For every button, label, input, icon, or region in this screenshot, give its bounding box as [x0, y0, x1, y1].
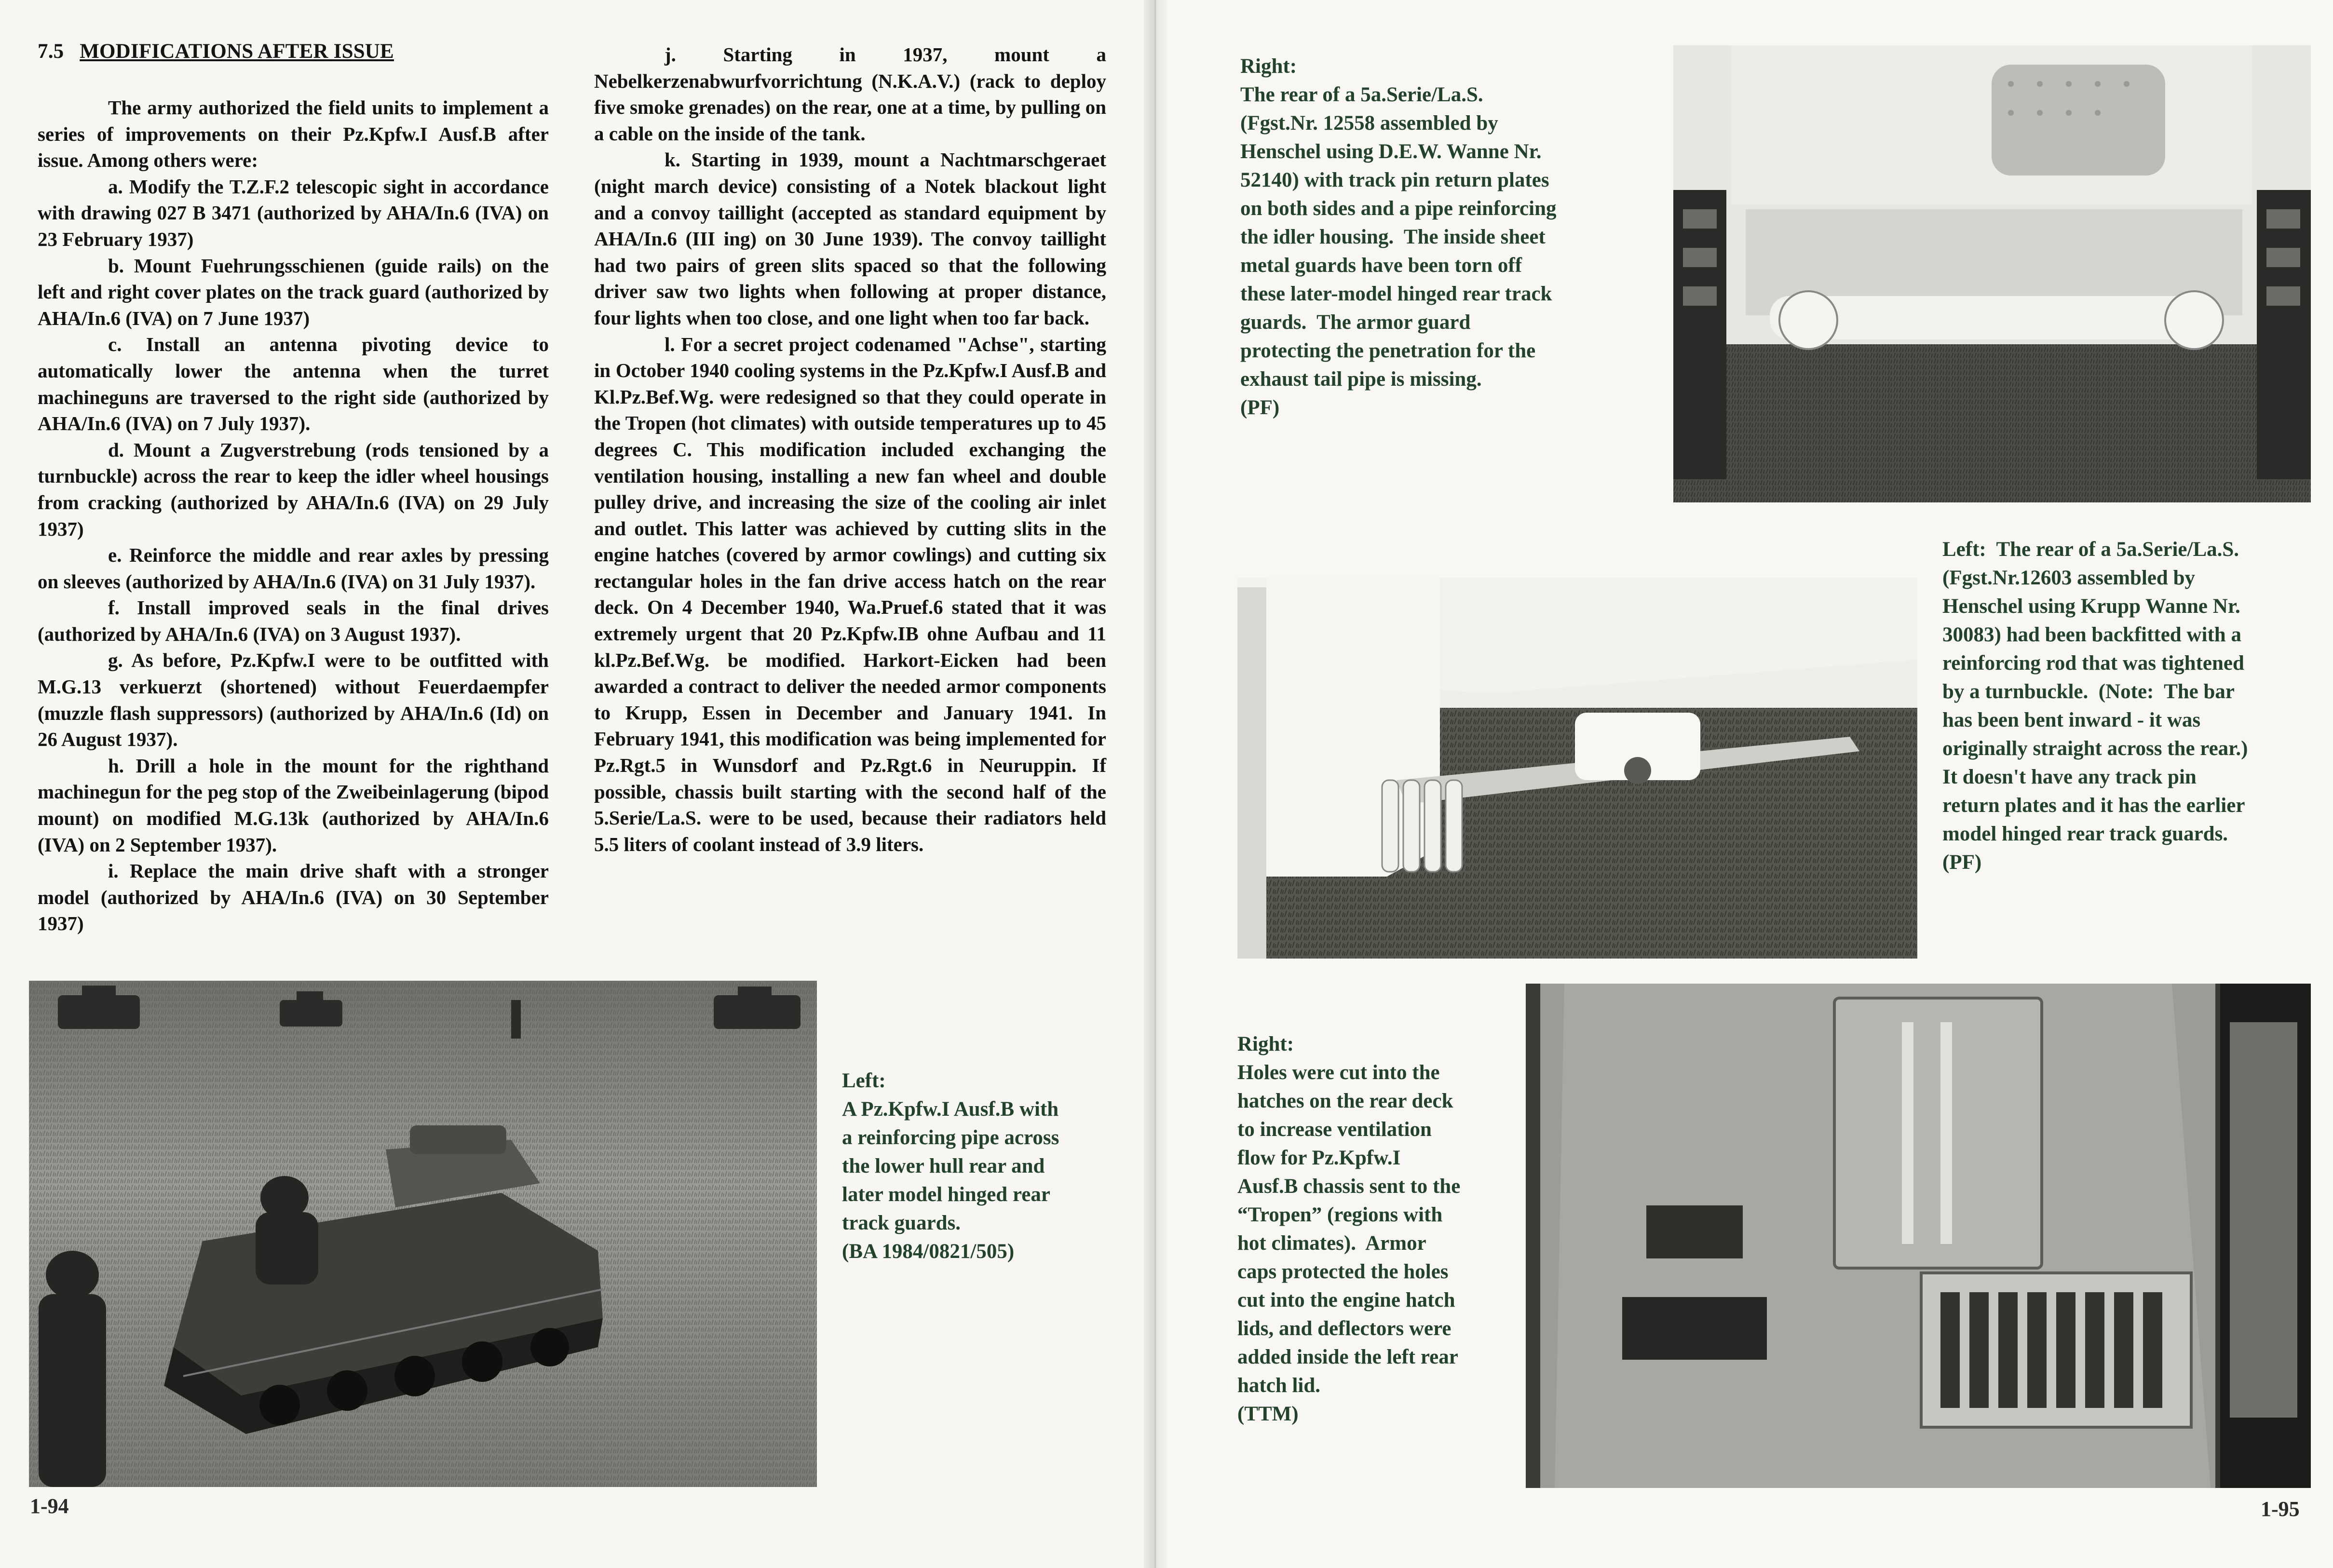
paragraph: e. Reinforce the middle and rear axles by pressing on sleeves (authorized by AHA/In.6 (IVA) on 31 July 1937).: [38, 544, 549, 593]
caption-line: model hinged rear track guards.: [1942, 823, 2228, 845]
paragraph: b. Mount Fuehrungsschienen (guide rails) on the left and right cover plates on the track guard (authorized by AHA/In.6 (IVA) on 7 June 1937): [38, 254, 549, 329]
caption-line: (TTM): [1237, 1403, 1299, 1425]
rear-idler-photo-caption: [1240, 52, 1557, 422]
caption-line: guards. The armor guard: [1240, 311, 1471, 334]
paragraph: f. Install improved seals in the final drives (authorized by AHA/In.6 (IVA) on 3 August 1937).: [38, 596, 549, 645]
caption-line: reinforcing rod that was tightened: [1942, 652, 2244, 675]
caption-line: lids, and deflectors were: [1237, 1317, 1451, 1340]
paragraph: j. Starting in 1937, mount a Nebelkerzenabwurfvorrichtung (N.K.A.V.) (rack to deploy five smoke grenades) on the rear, one at a time, by pulling on a cable on the inside of the tank.: [594, 43, 1106, 145]
reinforcing-rod-photo: [1237, 578, 1917, 959]
paragraph: The army authorized the field units to implement a series of improvements on their Pz.Kpfw.I Ausf.B after issue. Among others were:: [38, 96, 549, 172]
caption-line: to increase ventilation: [1237, 1118, 1432, 1141]
caption-line: protecting the penetration for the: [1240, 339, 1536, 362]
rear-deck-photo-caption: [1237, 1030, 1460, 1428]
gutter-line: [1154, 0, 1156, 1568]
caption-line: Left: The rear of a 5a.Serie/La.S.: [1942, 538, 2239, 561]
caption-line: later model hinged rear: [842, 1183, 1050, 1206]
caption-line: (PF): [1240, 396, 1280, 419]
caption-line: caps protected the holes: [1237, 1260, 1449, 1283]
section-heading: [38, 40, 394, 63]
caption-line: the idler housing. The inside sheet: [1240, 226, 1546, 248]
caption-line: (PF): [1942, 851, 1982, 874]
caption-line: track guards.: [842, 1212, 961, 1234]
caption-line: “Tropen” (regions with: [1237, 1203, 1443, 1226]
caption-line: on both sides and a pipe reinforcing: [1240, 197, 1557, 220]
paragraph: h. Drill a hole in the mount for the righthand machinegun for the peg stop of the Zweibeinlagerung (bipod mount) on modified M.G.13k (authorized by AHA/In.6 (IVA) on 2 September 1937).: [38, 754, 549, 856]
section-number: 7.5: [38, 40, 64, 63]
section-title: MODIFICATIONS AFTER ISSUE: [80, 40, 394, 63]
caption-line: exhaust tail pipe is missing.: [1240, 368, 1482, 391]
text-column-2: [594, 41, 1106, 857]
caption-line: Henschel using Krupp Wanne Nr.: [1942, 595, 2240, 618]
page-number-right: 1-95: [2261, 1497, 2300, 1521]
caption-line: added inside the left rear: [1237, 1346, 1458, 1368]
paragraph: i. Replace the main drive shaft with a stronger model (authorized by AHA/In.6 (IVA) on 30 September 1937): [38, 860, 549, 935]
caption-line: The rear of a 5a.Serie/La.S.: [1240, 83, 1483, 106]
caption-line: Left:: [842, 1069, 886, 1092]
paragraph: d. Mount a Zugverstrebung (rods tensioned by a turnbuckle) across the rear to keep the idler wheel housings from cracking (authorized by AHA/In.6 (IVA) on 29 July 1937): [38, 438, 549, 540]
caption-line: Right:: [1240, 55, 1297, 78]
caption-line: hatch lid.: [1237, 1374, 1321, 1397]
tank-field-photo: [29, 981, 817, 1487]
caption-line: (Fgst.Nr.12603 assembled by: [1942, 567, 2195, 589]
caption-line: originally straight across the rear.): [1942, 737, 2248, 760]
caption-line: 30083) had been backfitted with a: [1942, 623, 2241, 646]
tank-rear-photo: [1673, 45, 2311, 502]
caption-line: hot climates). Armor: [1237, 1232, 1426, 1255]
paragraph: l. For a secret project codenamed "Achse", starting in October 1940 cooling systems in the Pz.Kpfw.I Ausf.B and Kl.Pz.Bef.Wg. were redesigned so that they could operate in the Tropen (hot climates) with outside temperatures up to 45 degrees C. This modification included exchanging the ventilation housing, installing a new fan wheel and double pulley drive, and increasing the size of the cooling air inlet and outlet. This latter was achieved by cutting slits in the engine hatches (covered by armor cowlings) and cutting six rectangular holes in the fan drive access hatch on the rear deck. On 4 December 1940, Wa.Pruef.6 stated that it was extremely urgent that 20 Pz.Kpfw.IB ohne Aufbau and 11 kl.Pz.Bef.Wg. be modified. Harkort-Eicken had been awarded a contract to deliver the needed armor components to Krupp, Essen in December and January 1941. In February 1941, this modification was being implemented for Pz.Rgt.5 in Wunsdorf and Pz.Rgt.6 in Neuruppin. If possible, chassis built starting with the second half of the 5.Serie/La.S. were to be used, because their radiators held 5.5 liters of coolant instead of 3.9 liters.: [594, 333, 1106, 855]
caption-line: Ausf.B chassis sent to the: [1237, 1175, 1461, 1198]
page-number-left: 1-94: [30, 1494, 69, 1518]
reinforcing-rod-photo-caption: [1942, 535, 2248, 877]
caption-line: (BA 1984/0821/505): [842, 1240, 1015, 1263]
caption-line: (Fgst.Nr. 12558 assembled by: [1240, 112, 1498, 135]
paragraph: k. Starting in 1939, mount a Nachtmarschgeraet (night march device) consisting of a Notek blackout light and a convoy taillight (accepted as standard equipment by AHA/In.6 (III ing) on 30 June 1939). The convoy taillight had two pairs of green slits spaced so that the following driver saw two lights when following at proper distance, four lights when too close, and one light when too far back.: [594, 149, 1106, 329]
caption-line: a reinforcing pipe across: [842, 1126, 1059, 1149]
caption-line: the lower hull rear and: [842, 1155, 1045, 1177]
caption-line: flow for Pz.Kpfw.I: [1237, 1147, 1401, 1169]
caption-line: It doesn't have any track pin: [1942, 766, 2197, 788]
text-column-1: [38, 95, 549, 937]
caption-line: hatches on the rear deck: [1237, 1090, 1453, 1112]
caption-line: A Pz.Kpfw.I Ausf.B with: [842, 1098, 1059, 1121]
paragraph: a. Modify the T.Z.F.2 telescopic sight in accordance with drawing 027 B 3471 (authorized by AHA/In.6 (IVA) on 23 February 1937): [38, 175, 549, 250]
rear-deck-photo: [1526, 984, 2311, 1488]
caption-line: cut into the engine hatch: [1237, 1289, 1455, 1311]
caption-line: Henschel using D.E.W. Wanne Nr.: [1240, 140, 1542, 163]
caption-line: by a turnbuckle. (Note: The bar: [1942, 680, 2235, 703]
caption-line: 52140) with track pin return plates: [1240, 169, 1549, 191]
caption-line: return plates and it has the earlier: [1942, 794, 2245, 817]
tank-field-photo-caption: [842, 1067, 1059, 1266]
caption-line: Right:: [1237, 1033, 1294, 1055]
paragraph: g. As before, Pz.Kpfw.I were to be outfitted with M.G.13 verkuerzt (shortened) without Feuerdaempfer (muzzle flash suppressors) (authorized by AHA/In.6 (Id) on 26 August 1937).: [38, 649, 549, 751]
caption-line: metal guards have been torn off: [1240, 254, 1522, 277]
caption-line: Holes were cut into the: [1237, 1061, 1440, 1084]
paragraph: c. Install an antenna pivoting device to automatically lower the antenna when the turret machineguns are traversed to the right side (authorized by AHA/In.6 (IVA) on 7 July 1937).: [38, 333, 549, 435]
caption-line: has been bent inward - it was: [1942, 709, 2201, 731]
caption-line: these later-model hinged rear track: [1240, 283, 1552, 305]
